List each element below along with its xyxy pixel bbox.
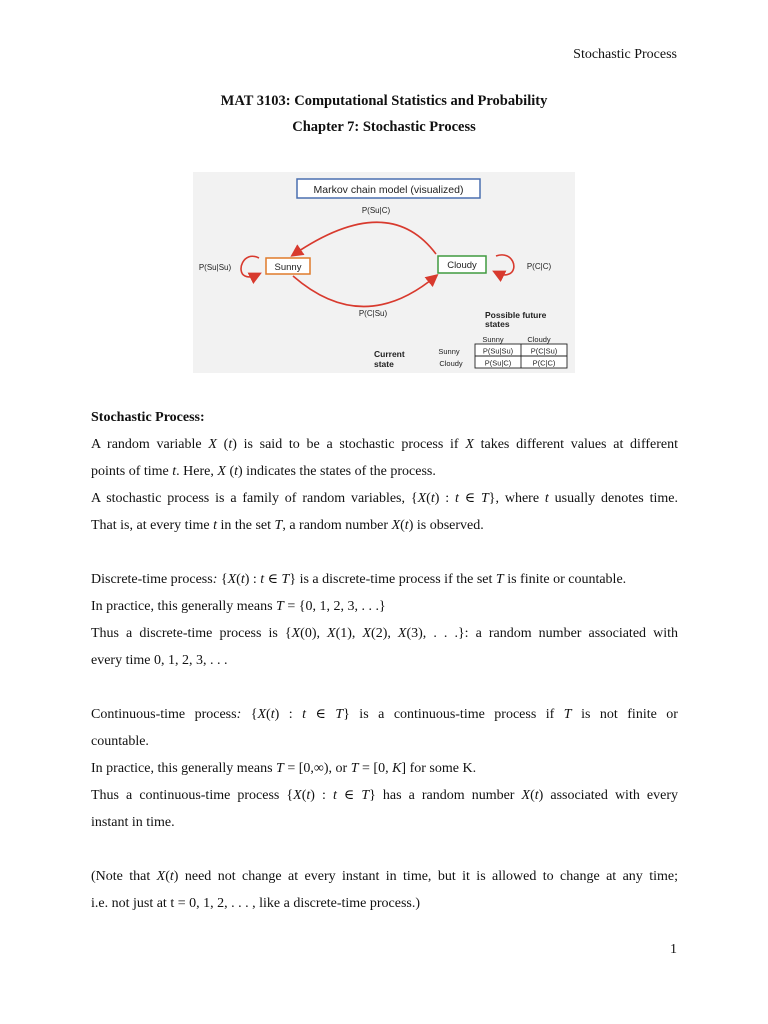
course-title: MAT 3103: Computational Statistics and Probability [220,93,548,109]
paragraph-5-line-2: i.e. not just at t = 0, 1, 2, . . . , like a discrete-time process.) [91,896,421,911]
label-p-c-given-c: P(C|C) [526,262,552,271]
cell-su-c: P(Su|C) [484,358,512,368]
figure-caption: Markov chain model (visualized) [313,184,464,196]
paragraph-3-line-4: every time 0, 1, 2, 3, . . . [91,653,228,668]
arrow-sunny-to-cloudy [293,276,436,307]
cell-c-su: P(C|Su) [530,346,558,356]
paragraph-2-line-1: A stochastic process is a family of random variables, {X(t) : t ∈ T}, where t usually denotes time. [91,491,678,506]
paragraph-4-line-5: instant in time. [91,815,175,830]
paragraph-3-line-2: In practice, this generally means T = {0, 1, 2, 3, . . .} [91,599,386,614]
paragraph-5-line-1: (Note that X(t) need not change at every instant in time, but it is allowed to change at any time; [91,869,678,884]
paragraph-3-line-1: Discrete-time process: {X(t) : t ∈ T} is a discrete-time process if the set T is finite or countable. [91,572,627,587]
running-header: Stochastic Process [573,47,677,62]
paragraph-1-line-1: A random variable X (t) is said to be a stochastic process if X takes different values at different [91,437,678,452]
table-col-sunny: Sunny [482,335,504,344]
paragraph-3-line-3: Thus a discrete-time process is {X(0), X(1), X(2), X(3), . . .}: a random number associated with [91,626,678,641]
paragraph-4-line-1: Continuous-time process: {X(t) : t ∈ T} is a continuous-time process if T is not finite or [91,707,678,722]
future-states-label-2: states [485,319,510,329]
table-row-sunny: Sunny [438,347,460,356]
table-row-cloudy: Cloudy [439,359,463,368]
paragraph-4-line-3: In practice, this generally means T = [0,∞), or T = [0, K] for some K. [91,761,477,776]
state-sunny-label: Sunny [274,262,302,273]
label-p-su-given-c: P(Su|C) [361,206,391,215]
arrow-cloudy-to-sunny [293,222,436,255]
page-number: 1 [670,942,677,957]
future-states-label-1: Possible future [485,310,547,320]
label-p-c-given-su: P(C|Su) [358,309,388,318]
current-state-label-1: Current [374,349,405,359]
current-state-label-2: state [374,359,394,369]
self-loop-sunny [241,256,259,277]
markov-chain-figure [193,172,575,373]
paragraph-2-line-2: That is, at every time t in the set T, a random number X(t) is observed. [91,518,484,533]
paragraph-4-line-2: countable. [91,734,149,749]
body-text [91,404,678,917]
state-cloudy-label: Cloudy [447,260,477,271]
section-heading: Stochastic Process: [91,410,205,425]
label-p-su-given-su: P(Su|Su) [198,263,232,272]
self-loop-cloudy [495,255,514,275]
paragraph-1-line-2: points of time t. Here, X (t) indicates the states of the process. [91,464,436,479]
cell-c-c: P(C|C) [532,358,556,368]
table-col-cloudy: Cloudy [527,335,551,344]
paragraph-4-line-4: Thus a continuous-time process {X(t) : t ∈ T} has a random number X(t) associated with every [91,788,678,803]
cell-su-su: P(Su|Su) [482,346,514,356]
chapter-title: Chapter 7: Stochastic Process [292,119,476,135]
